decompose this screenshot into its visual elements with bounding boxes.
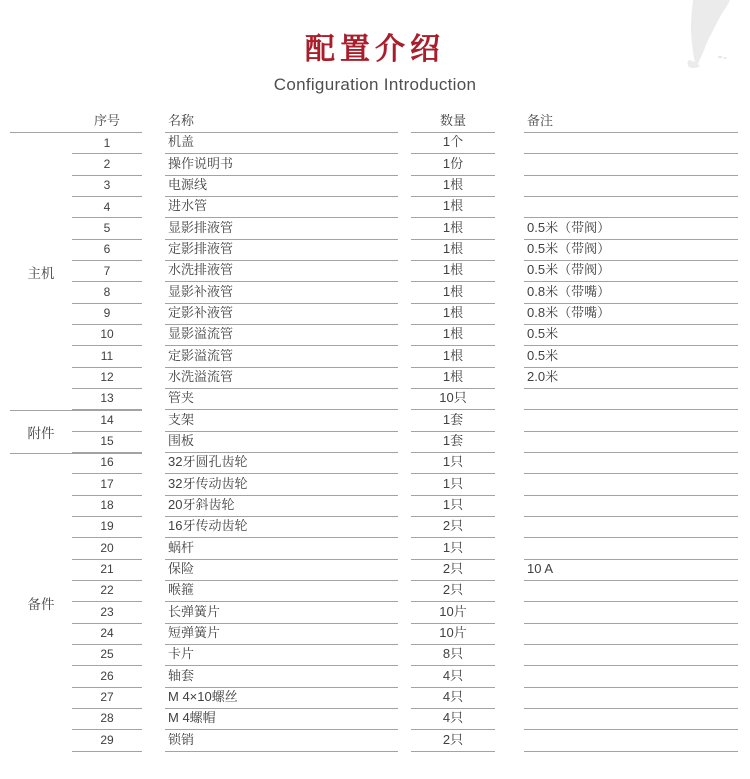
qty-cell: 2只 xyxy=(411,519,495,538)
name-cell: 定影溢流管 xyxy=(165,349,398,368)
remark-cell xyxy=(524,406,738,410)
remark-cell: 2.0米 xyxy=(524,370,738,389)
qty-cell: 1只 xyxy=(411,455,495,474)
name-cell: 锁销 xyxy=(165,733,398,752)
qty-cell: 2只 xyxy=(411,583,495,602)
qty-cell: 8只 xyxy=(411,647,495,666)
seq-cell: 6 xyxy=(72,243,142,261)
name-cell: 电源线 xyxy=(165,178,398,197)
name-cell: 机盖 xyxy=(165,135,398,154)
seq-cell: 27 xyxy=(72,691,142,709)
remark-cell xyxy=(524,193,738,197)
seq-cell: 3 xyxy=(72,179,142,197)
seq-cell: 10 xyxy=(72,328,142,346)
name-cell: 32牙传动齿轮 xyxy=(165,477,398,496)
name-cell: 喉箍 xyxy=(165,583,398,602)
remark-cell xyxy=(524,726,738,730)
name-cell: 卡片 xyxy=(165,647,398,666)
seq-cell: 25 xyxy=(72,648,142,666)
seq-cell: 11 xyxy=(72,350,142,368)
configuration-table xyxy=(10,111,738,752)
name-cell: 轴套 xyxy=(165,669,398,688)
qty-cell: 1只 xyxy=(411,498,495,517)
qty-cell: 4只 xyxy=(411,711,495,730)
qty-cell: 1套 xyxy=(411,434,495,453)
name-cell: 20牙斜齿轮 xyxy=(165,498,398,517)
seq-cell: 21 xyxy=(72,563,142,581)
qty-cell: 1只 xyxy=(411,477,495,496)
seq-cell: 18 xyxy=(72,499,142,517)
remark-cell xyxy=(524,513,738,517)
qty-cell: 1份 xyxy=(411,157,495,176)
remark-cell: 0.5米 xyxy=(524,327,738,346)
name-cell: 操作说明书 xyxy=(165,157,398,176)
seq-cell: 16 xyxy=(72,456,142,474)
name-cell: 支架 xyxy=(165,413,398,432)
qty-cell: 1根 xyxy=(411,221,495,240)
seq-cell: 7 xyxy=(72,265,142,283)
name-cell: 蜗杆 xyxy=(165,541,398,560)
seq-cell: 23 xyxy=(72,606,142,624)
seq-cell: 24 xyxy=(72,627,142,645)
group-section xyxy=(10,133,142,410)
remark-cell xyxy=(524,172,738,176)
qty-cell: 1根 xyxy=(411,178,495,197)
qty-cell: 2只 xyxy=(411,562,495,581)
name-cell: 定影补液管 xyxy=(165,306,398,325)
remark-cell xyxy=(524,428,738,432)
qty-cell: 1根 xyxy=(411,327,495,346)
qty-cell: 1根 xyxy=(411,306,495,325)
seq-cell: 5 xyxy=(72,222,142,240)
name-cell: 32牙圆孔齿轮 xyxy=(165,455,398,474)
qty-cell: 1根 xyxy=(411,199,495,218)
qty-cell: 10只 xyxy=(411,391,495,410)
qty-cell: 10片 xyxy=(411,626,495,645)
name-cell: 显影排液管 xyxy=(165,221,398,240)
seq-cell: 4 xyxy=(72,201,142,219)
seq-cell: 29 xyxy=(72,734,142,752)
seq-cell: 9 xyxy=(72,307,142,325)
page-title: 配置介绍 xyxy=(305,33,445,66)
south-america-map-silhouette-icon xyxy=(683,0,738,78)
qty-cell: 1套 xyxy=(411,413,495,432)
header-remark: 备注 xyxy=(524,114,738,133)
remark-cell xyxy=(524,492,738,496)
header-qty: 数量 xyxy=(411,114,495,133)
qty-cell: 1个 xyxy=(411,135,495,154)
remark-cell: 10 A xyxy=(524,562,738,581)
group-label: 主机 xyxy=(27,265,55,281)
remark-cell xyxy=(524,449,738,453)
remark-cell xyxy=(524,534,738,538)
name-cell: 长弹簧片 xyxy=(165,605,398,624)
remark-cell xyxy=(524,620,738,624)
qty-cell: 1根 xyxy=(411,349,495,368)
qty-cell: 1根 xyxy=(411,263,495,282)
remark-cell xyxy=(524,748,738,752)
name-cell: 水洗排液管 xyxy=(165,263,398,282)
seq-cell: 17 xyxy=(72,478,142,496)
group-label: 备件 xyxy=(27,596,55,612)
seq-cell: 19 xyxy=(72,520,142,538)
qty-cell: 4只 xyxy=(411,669,495,688)
seq-cell: 26 xyxy=(72,670,142,688)
group-section xyxy=(10,410,142,453)
name-cell: 进水管 xyxy=(165,199,398,218)
qty-cell: 4只 xyxy=(411,690,495,709)
qty-cell: 2只 xyxy=(411,733,495,752)
seq-cell: 22 xyxy=(72,584,142,602)
qty-cell: 1根 xyxy=(411,242,495,261)
remark-cell: 0.8米（带嘴） xyxy=(524,306,738,325)
seq-cell: 12 xyxy=(72,371,142,389)
name-cell: 显影补液管 xyxy=(165,285,398,304)
qty-cell: 1根 xyxy=(411,285,495,304)
header-left-cell xyxy=(10,110,142,133)
qty-cell: 1只 xyxy=(411,541,495,560)
seq-cell: 1 xyxy=(72,137,142,155)
name-cell: M 4螺帽 xyxy=(165,711,398,730)
remark-cell xyxy=(524,150,738,154)
name-cell: 水洗溢流管 xyxy=(165,370,398,389)
qty-cell: 10片 xyxy=(411,605,495,624)
seq-cell: 8 xyxy=(72,286,142,304)
remark-cell xyxy=(524,662,738,666)
header-seq: 序号 xyxy=(93,113,120,128)
name-cell: 保险 xyxy=(165,562,398,581)
remark-cell xyxy=(524,705,738,709)
seq-cell: 20 xyxy=(72,542,142,560)
seq-cell: 28 xyxy=(72,712,142,730)
remark-cell xyxy=(524,556,738,560)
table-header-row xyxy=(10,111,738,133)
name-cell: 管夹 xyxy=(165,391,398,410)
group-column xyxy=(10,133,142,752)
remark-cell xyxy=(524,598,738,602)
seq-cell: 2 xyxy=(72,158,142,176)
remark-cell xyxy=(524,641,738,645)
seq-cell: 14 xyxy=(72,414,142,432)
name-cell: 围板 xyxy=(165,434,398,453)
remark-cell: 0.5米（带阀） xyxy=(524,221,738,240)
group-section xyxy=(10,453,142,752)
seq-cell: 15 xyxy=(72,435,142,453)
group-label: 附件 xyxy=(27,426,55,442)
remark-cell: 0.8米（带嘴） xyxy=(524,285,738,304)
name-cell: M 4×10螺丝 xyxy=(165,690,398,709)
remark-cell: 0.5米（带阀） xyxy=(524,242,738,261)
name-cell: 16牙传动齿轮 xyxy=(165,519,398,538)
remark-cell xyxy=(524,470,738,474)
remark-cell xyxy=(524,214,738,218)
name-cell: 定影排液管 xyxy=(165,242,398,261)
name-cell: 显影溢流管 xyxy=(165,327,398,346)
header-name: 名称 xyxy=(165,114,398,133)
page-subtitle: Configuration Introduction xyxy=(273,75,477,94)
remark-cell: 0.5米（带阀） xyxy=(524,263,738,282)
qty-cell: 1根 xyxy=(411,370,495,389)
remark-cell: 0.5米 xyxy=(524,349,738,368)
seq-cell: 13 xyxy=(72,392,142,410)
name-cell: 短弹簧片 xyxy=(165,626,398,645)
remark-cell xyxy=(524,684,738,688)
